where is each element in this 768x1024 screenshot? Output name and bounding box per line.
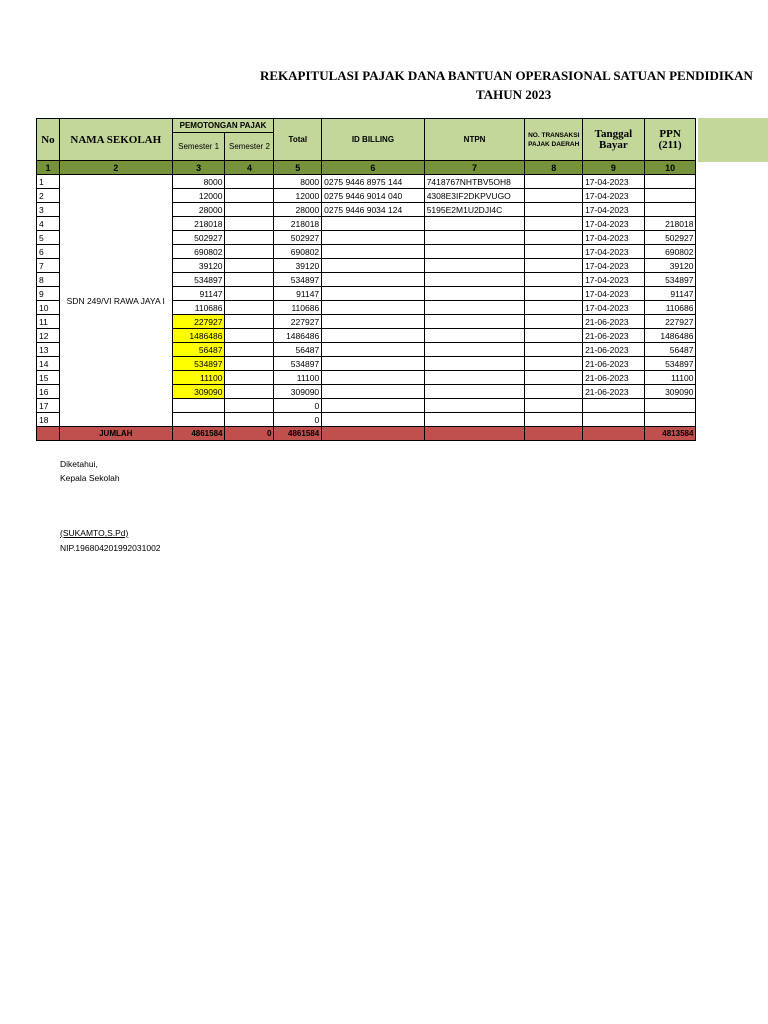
cell-total: 110686 bbox=[274, 301, 322, 315]
column-number: 7 bbox=[424, 161, 525, 175]
jumlah-semester-1: 4861584 bbox=[172, 427, 225, 441]
cell-no-transaksi bbox=[525, 245, 583, 259]
cell-no: 2 bbox=[37, 189, 60, 203]
cell-id-billing bbox=[322, 357, 425, 371]
cell-ppn: 39120 bbox=[644, 259, 696, 273]
header-no-transaksi-line1: NO. TRANSAKSI bbox=[528, 131, 580, 139]
cell-ntpn: 4308E3IF2DKPVUGO bbox=[424, 189, 525, 203]
cell-ppn: 690802 bbox=[644, 245, 696, 259]
header-semester-2: Semester 2 bbox=[225, 133, 274, 161]
column-number: 6 bbox=[322, 161, 425, 175]
cell-id-billing: 0275 9446 9014 040 bbox=[322, 189, 425, 203]
cell-semester-2 bbox=[225, 371, 274, 385]
cell-id-billing bbox=[322, 301, 425, 315]
cell-id-billing bbox=[322, 413, 425, 427]
header-semester-1: Semester 1 bbox=[172, 133, 225, 161]
header-tanggal-line2: Bayar bbox=[599, 138, 628, 151]
cell-semester-2 bbox=[225, 217, 274, 231]
cell-ppn: 227927 bbox=[644, 315, 696, 329]
cell-id-billing: 0275 9446 8975 144 bbox=[322, 175, 425, 189]
cell-tanggal-bayar: 21-06-2023 bbox=[583, 315, 645, 329]
cell-no-transaksi bbox=[525, 357, 583, 371]
header-ppn-line1: PPN bbox=[659, 127, 681, 140]
cell-no-transaksi bbox=[525, 259, 583, 273]
cell-id-billing bbox=[322, 273, 425, 287]
cell-ntpn bbox=[424, 273, 525, 287]
header-pemotongan-pajak: PEMOTONGAN PAJAK bbox=[172, 119, 274, 133]
cell-semester-2 bbox=[225, 329, 274, 343]
cell-ntpn bbox=[424, 231, 525, 245]
cell-semester-2 bbox=[225, 343, 274, 357]
cell-no: 13 bbox=[37, 343, 60, 357]
cell-no-transaksi bbox=[525, 315, 583, 329]
cell-tanggal-bayar: 17-04-2023 bbox=[583, 273, 645, 287]
cell-semester-2 bbox=[225, 273, 274, 287]
cell-no-transaksi bbox=[525, 301, 583, 315]
cell-no-transaksi bbox=[525, 343, 583, 357]
cell-total: 534897 bbox=[274, 357, 322, 371]
jumlah-row bbox=[37, 427, 699, 441]
cell-no: 18 bbox=[37, 413, 60, 427]
cell-id-billing bbox=[322, 287, 425, 301]
cell-no: 3 bbox=[37, 203, 60, 217]
cell-no-transaksi bbox=[525, 217, 583, 231]
table-row bbox=[37, 175, 699, 189]
cell-no-transaksi bbox=[525, 189, 583, 203]
cell-tanggal-bayar: 17-04-2023 bbox=[583, 259, 645, 273]
cell-no: 9 bbox=[37, 287, 60, 301]
cell-no: 15 bbox=[37, 371, 60, 385]
cell-total: 91147 bbox=[274, 287, 322, 301]
cell-ntpn bbox=[424, 329, 525, 343]
cell-ppn bbox=[644, 189, 696, 203]
cell-no-transaksi bbox=[525, 203, 583, 217]
cell-no: 16 bbox=[37, 385, 60, 399]
cell-tanggal-bayar bbox=[583, 399, 645, 413]
cell-no-transaksi bbox=[525, 175, 583, 189]
cell-ntpn bbox=[424, 245, 525, 259]
cell-total: 39120 bbox=[274, 259, 322, 273]
cell-tanggal-bayar: 17-04-2023 bbox=[583, 301, 645, 315]
header-tanggal-bayar bbox=[583, 119, 645, 161]
cell-ppn: 11100 bbox=[644, 371, 696, 385]
page-title: REKAPITULASI PAJAK DANA BANTUAN OPERASIONAL SATUAN PENDIDIKAN bbox=[260, 68, 753, 83]
cell-semester-1: 11100 bbox=[172, 371, 225, 385]
cell-no: 12 bbox=[37, 329, 60, 343]
cell-tanggal-bayar: 17-04-2023 bbox=[583, 203, 645, 217]
cell-semester-1: 8000 bbox=[172, 175, 225, 189]
footer-nip: NIP.196804201992031002 bbox=[60, 543, 161, 553]
column-number: 3 bbox=[172, 161, 225, 175]
cell-semester-1: 690802 bbox=[172, 245, 225, 259]
cell-ppn: 56487 bbox=[644, 343, 696, 357]
cell-semester-1: 28000 bbox=[172, 203, 225, 217]
cell-tanggal-bayar: 17-04-2023 bbox=[583, 175, 645, 189]
cell-semester-1: 12000 bbox=[172, 189, 225, 203]
column-number: 4 bbox=[225, 161, 274, 175]
header-ppn-line2: (211) bbox=[658, 138, 682, 151]
jumlah-semester-2: 0 bbox=[225, 427, 274, 441]
cell-total: 534897 bbox=[274, 273, 322, 287]
cell-total: 227927 bbox=[274, 315, 322, 329]
page-subtitle: TAHUN 2023 bbox=[476, 87, 552, 102]
cell-ntpn: 7418767NHTBV5OH8 bbox=[424, 175, 525, 189]
cell-semester-1: 91147 bbox=[172, 287, 225, 301]
cell-semester-2 bbox=[225, 287, 274, 301]
cell-no-transaksi bbox=[525, 413, 583, 427]
cell-ppn: 218018 bbox=[644, 217, 696, 231]
cell-ppn: 534897 bbox=[644, 357, 696, 371]
cell-ppn: 1486486 bbox=[644, 329, 696, 343]
cell-ntpn bbox=[424, 259, 525, 273]
cell-no-transaksi bbox=[525, 273, 583, 287]
cell-semester-1 bbox=[172, 399, 225, 413]
cell-tanggal-bayar: 17-04-2023 bbox=[583, 245, 645, 259]
cell-semester-2 bbox=[225, 301, 274, 315]
cell-total: 8000 bbox=[274, 175, 322, 189]
cell-no: 6 bbox=[37, 245, 60, 259]
column-number: 5 bbox=[274, 161, 322, 175]
cell-no-transaksi bbox=[525, 385, 583, 399]
cell-total: 690802 bbox=[274, 245, 322, 259]
cell-school-name: SDN 249/VI RAWA JAYA I bbox=[59, 175, 172, 427]
cell-semester-2 bbox=[225, 231, 274, 245]
cell-no: 1 bbox=[37, 175, 60, 189]
cell-no-transaksi bbox=[525, 399, 583, 413]
cell-no: 8 bbox=[37, 273, 60, 287]
cell-tanggal-bayar: 21-06-2023 bbox=[583, 343, 645, 357]
cell-ppn: 110686 bbox=[644, 301, 696, 315]
cell-id-billing bbox=[322, 329, 425, 343]
cell-total: 11100 bbox=[274, 371, 322, 385]
column-number: 10 bbox=[644, 161, 696, 175]
cell-total: 218018 bbox=[274, 217, 322, 231]
cell-id-billing bbox=[322, 343, 425, 357]
cell-no-transaksi bbox=[525, 329, 583, 343]
cell-tanggal-bayar bbox=[583, 413, 645, 427]
cell-semester-1: 534897 bbox=[172, 273, 225, 287]
cell-id-billing bbox=[322, 315, 425, 329]
cell-tanggal-bayar: 21-06-2023 bbox=[583, 329, 645, 343]
cell-ntpn bbox=[424, 217, 525, 231]
jumlah-total: 4861584 bbox=[274, 427, 322, 441]
cell-semester-2 bbox=[225, 357, 274, 371]
cell-ntpn bbox=[424, 287, 525, 301]
cell-tanggal-bayar: 17-04-2023 bbox=[583, 217, 645, 231]
cell-total: 0 bbox=[274, 413, 322, 427]
cell-semester-2 bbox=[225, 399, 274, 413]
cell-id-billing bbox=[322, 371, 425, 385]
cell-tanggal-bayar: 17-04-2023 bbox=[583, 189, 645, 203]
column-number: 8 bbox=[525, 161, 583, 175]
cell-total: 28000 bbox=[274, 203, 322, 217]
cell-tanggal-bayar: 21-06-2023 bbox=[583, 357, 645, 371]
cell-total: 56487 bbox=[274, 343, 322, 357]
header-ntpn: NTPN bbox=[424, 119, 525, 161]
spreadsheet bbox=[36, 118, 698, 441]
cell-ntpn bbox=[424, 385, 525, 399]
header-ppn bbox=[644, 119, 696, 161]
cell-ntpn bbox=[424, 301, 525, 315]
cell-total: 0 bbox=[274, 399, 322, 413]
cell-semester-1: 502927 bbox=[172, 231, 225, 245]
cell-ppn: 91147 bbox=[644, 287, 696, 301]
cell-semester-2 bbox=[225, 175, 274, 189]
cell-total: 502927 bbox=[274, 231, 322, 245]
cell-no: 7 bbox=[37, 259, 60, 273]
cell-semester-1: 39120 bbox=[172, 259, 225, 273]
header-nama-sekolah: NAMA SEKOLAH bbox=[59, 119, 172, 161]
cell-ntpn bbox=[424, 399, 525, 413]
footer-nama: (SUKAMTO,S.Pd) bbox=[60, 528, 129, 538]
cell-no: 14 bbox=[37, 357, 60, 371]
cell-ntpn bbox=[424, 315, 525, 329]
cell-total: 1486486 bbox=[274, 329, 322, 343]
cell-semester-1: 309090 bbox=[172, 385, 225, 399]
cell-id-billing bbox=[322, 399, 425, 413]
cell-no: 5 bbox=[37, 231, 60, 245]
cell-no: 10 bbox=[37, 301, 60, 315]
column-number: 1 bbox=[37, 161, 60, 175]
cell-ntpn bbox=[424, 413, 525, 427]
cell-ntpn: 5195E2M1U2DJI4C bbox=[424, 203, 525, 217]
cell-total: 12000 bbox=[274, 189, 322, 203]
cell-semester-2 bbox=[225, 189, 274, 203]
cell-id-billing bbox=[322, 259, 425, 273]
footer-jabatan: Kepala Sekolah bbox=[60, 473, 120, 483]
cell-no: 11 bbox=[37, 315, 60, 329]
header-no: No bbox=[37, 119, 60, 161]
header-tanggal-line1: Tanggal bbox=[594, 127, 633, 140]
cell-ppn: 534897 bbox=[644, 273, 696, 287]
jumlah-ppn: 4813584 bbox=[644, 427, 696, 441]
cell-no-transaksi bbox=[525, 287, 583, 301]
cell-id-billing bbox=[322, 245, 425, 259]
column-number: 2 bbox=[59, 161, 172, 175]
cell-semester-2 bbox=[225, 315, 274, 329]
header-overflow-cell bbox=[698, 118, 768, 162]
cell-semester-1: 56487 bbox=[172, 343, 225, 357]
cell-semester-2 bbox=[225, 259, 274, 273]
cell-id-billing bbox=[322, 231, 425, 245]
footer-diketahui: Diketahui, bbox=[60, 459, 98, 469]
cell-ppn bbox=[644, 175, 696, 189]
cell-tanggal-bayar: 21-06-2023 bbox=[583, 385, 645, 399]
cell-tanggal-bayar: 17-04-2023 bbox=[583, 231, 645, 245]
cell-semester-2 bbox=[225, 245, 274, 259]
tax-recap-table bbox=[36, 118, 698, 441]
cell-ppn bbox=[644, 203, 696, 217]
cell-semester-2 bbox=[225, 385, 274, 399]
cell-tanggal-bayar: 21-06-2023 bbox=[583, 371, 645, 385]
cell-semester-1: 227927 bbox=[172, 315, 225, 329]
cell-no: 17 bbox=[37, 399, 60, 413]
cell-id-billing bbox=[322, 385, 425, 399]
header-no-transaksi bbox=[525, 119, 583, 161]
cell-semester-2 bbox=[225, 203, 274, 217]
cell-id-billing bbox=[322, 217, 425, 231]
cell-id-billing: 0275 9446 9034 124 bbox=[322, 203, 425, 217]
jumlah-label: JUMLAH bbox=[59, 427, 172, 441]
header-no-transaksi-line2: PAJAK DAERAH bbox=[528, 140, 580, 148]
column-number-row bbox=[37, 161, 699, 175]
cell-semester-1 bbox=[172, 413, 225, 427]
cell-ntpn bbox=[424, 371, 525, 385]
cell-no-transaksi bbox=[525, 231, 583, 245]
cell-no-transaksi bbox=[525, 371, 583, 385]
cell-tanggal-bayar: 17-04-2023 bbox=[583, 287, 645, 301]
cell-semester-1: 1486486 bbox=[172, 329, 225, 343]
cell-semester-2 bbox=[225, 413, 274, 427]
cell-ppn: 502927 bbox=[644, 231, 696, 245]
cell-ppn bbox=[644, 399, 696, 413]
cell-ppn: 309090 bbox=[644, 385, 696, 399]
cell-semester-1: 110686 bbox=[172, 301, 225, 315]
header-total: Total bbox=[274, 119, 322, 161]
cell-ppn bbox=[644, 413, 696, 427]
cell-semester-1: 534897 bbox=[172, 357, 225, 371]
header-id-billing: ID BILLING bbox=[322, 119, 425, 161]
cell-semester-1: 218018 bbox=[172, 217, 225, 231]
cell-ntpn bbox=[424, 357, 525, 371]
column-number: 9 bbox=[583, 161, 645, 175]
cell-ntpn bbox=[424, 343, 525, 357]
cell-total: 309090 bbox=[274, 385, 322, 399]
cell-no: 4 bbox=[37, 217, 60, 231]
